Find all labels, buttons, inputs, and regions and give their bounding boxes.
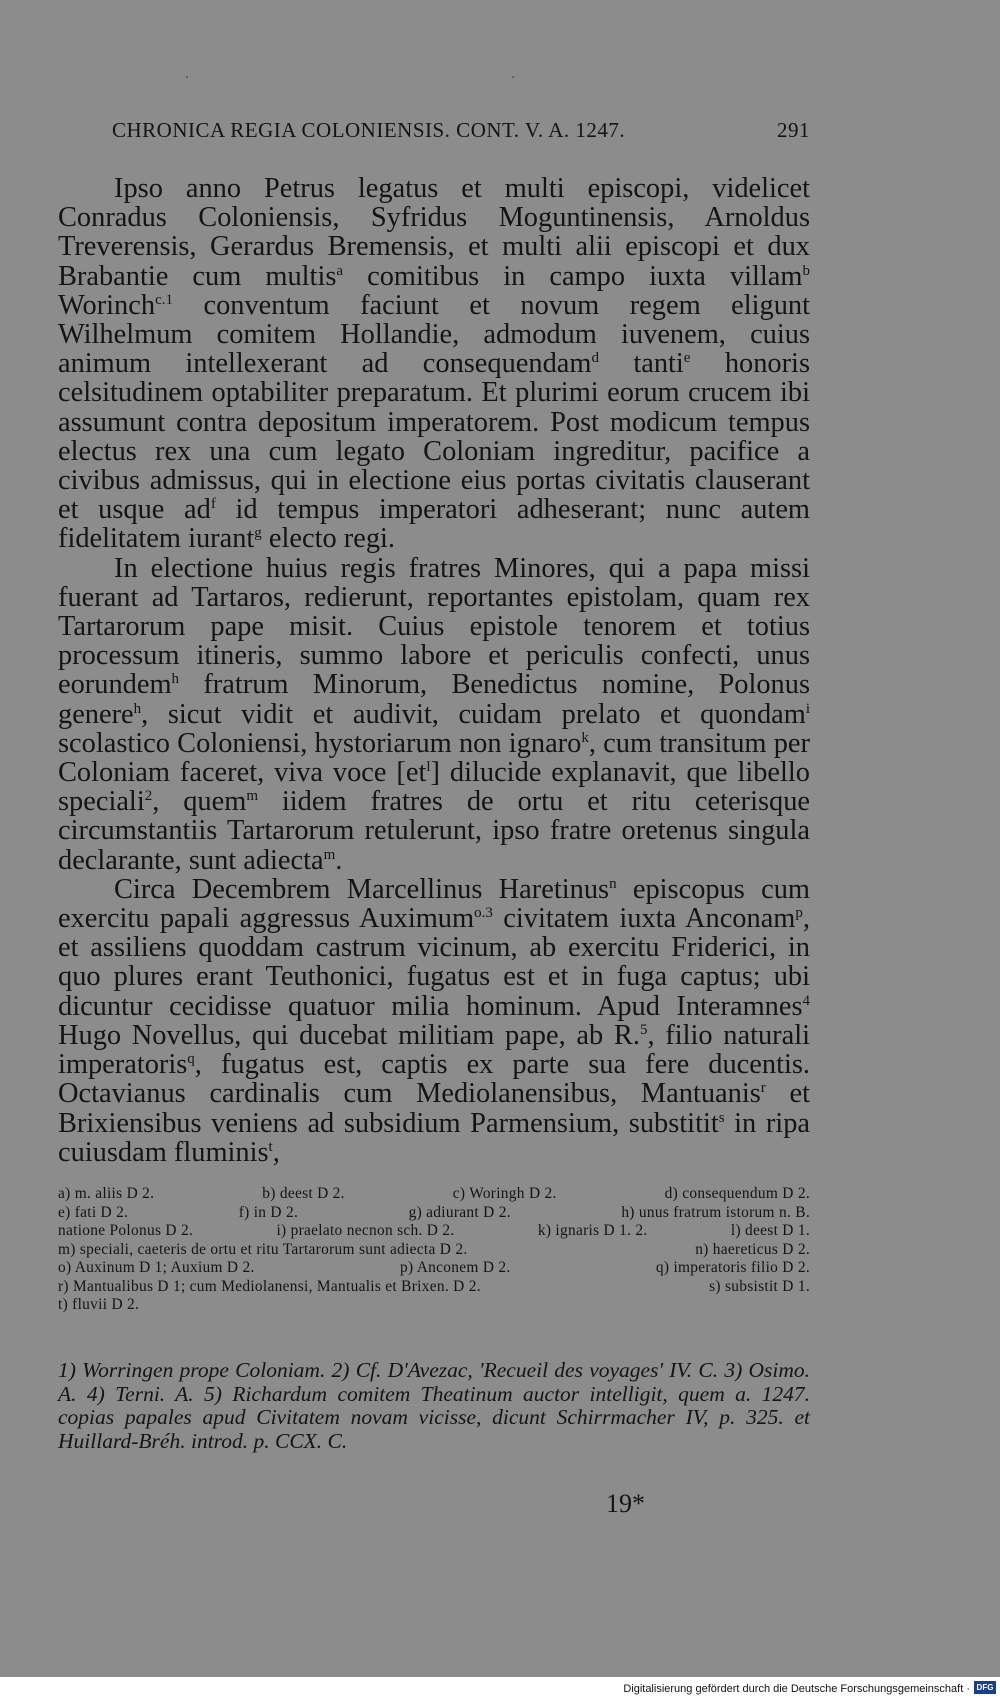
text-segment: scolastico Coloniensi, hystoriarum non ignaro [58, 727, 582, 759]
text-segment: Ipso anno Petrus legatus et multi episcopi, videlicet Conradus Coloniensis, Syfridus Moguntinensis, Arnoldus Treverensis, Gerardus Bremensis, et multi alii episcopi et dux Brabantie cum multis [58, 173, 810, 292]
text-segment: tanti [598, 348, 684, 380]
paragraph [58, 875, 810, 1167]
running-header [112, 118, 810, 143]
footnote-marker: r [760, 1080, 766, 1097]
paragraph [58, 554, 810, 875]
footnote-marker: c.1 [155, 291, 173, 308]
variant-entry: b) deest D 2. [262, 1185, 345, 1202]
footnote-marker: m [246, 788, 258, 805]
text-segment: Circa Decembrem Marcellinus Haretinus [114, 873, 610, 905]
text-segment: , filio naturali imperatoris [58, 1019, 810, 1081]
footnote-marker: d [591, 350, 599, 367]
text-segment: In electione huius regis fratres Minores, qui a papa missi fuerant ad Tartaros, redierunt, reportantes epistolam, quam rex Tartarorum pape misit. Cuius epistole tenorem et totius processum itineris, summo labore et periculis confecti, unus eorundem [58, 552, 810, 701]
footnote-marker: g [254, 525, 262, 542]
text-segment: , fugatus est, captis ex parte sua fere ducentis. Octavianus cardinalis cum Mediolanensibus, Mantuanis [58, 1049, 810, 1110]
footnote-marker: n [609, 875, 617, 892]
text-segment: honoris celsitudinem optabiliter preparatum. Et plurimi eorum crucem ibi assumunt contra depositum imperatorem. Post modicum tempus electus rex una cum legato Coloniam ingreditur, pacifice a civibus admissus, qui in electione eius portas civitatis clauserant et usque ad [58, 348, 810, 526]
main-text [58, 174, 810, 1167]
footnote-marker: i [805, 700, 810, 717]
dfg-logo-icon: DFG [974, 1681, 996, 1694]
footnote-marker: e [683, 350, 691, 367]
text-segment: . [335, 844, 343, 876]
footnote-marker: m [323, 846, 336, 863]
text-segment: in ripa cuiusdam fluminis [58, 1107, 810, 1168]
footnote-marker: h [133, 700, 142, 717]
text-segment: Hugo Novellus, qui ducebat militiam pape, ab R. [58, 1019, 640, 1051]
variant-line [58, 1185, 810, 1204]
footnote-marker: s [718, 1109, 725, 1126]
variant-apparatus [58, 1185, 810, 1315]
variant-line [58, 1241, 810, 1260]
text-segment: Worinch [58, 289, 156, 321]
signature-mark: 19* [606, 1489, 645, 1518]
variant-entry: k) ignaris D 1. 2. [537, 1222, 648, 1239]
footnote-marker: 5 [639, 1021, 648, 1038]
variant-entry: r) Mantualibus D 1; cum Mediolanensi, Mantualis et Brixen. D 2. [58, 1277, 481, 1295]
variant-entry: s) subsistit D 1. [709, 1277, 810, 1295]
text-segment: , cum transitum per Coloniam faceret, viva voce [et [58, 727, 810, 789]
text-segment: , [272, 1136, 280, 1168]
variant-entry: n) haereticus D 2. [695, 1240, 810, 1258]
digitization-footer [0, 1677, 1000, 1697]
text-segment: , sicut vidit et audivit, cuidam prelato et quondam [141, 698, 806, 730]
text-segment: conventum faciunt et novum regem eligunt Wilhelmum comitem Hollandie, admodum iuvenem, cuius animum intellexerant ad consequendam [58, 289, 810, 380]
editorial-notes: 1) Worringen prope Coloniam. 2) Cf. D'Avezac, 'Recueil des voyages' IV. C. 3) Osimo. A. 4) Terni. A. 5) Richardum comitem Theatinum auctor intelligit, quem a. 1247. copias papales apud Civitatem novam vicisse, dicunt Schirrmacher IV, p. 325. et Huillard-Bréh. introd. p. CCX. C. [58, 1358, 810, 1453]
footnote-marker: l [426, 759, 431, 776]
variant-entry: i) praelato necnon sch. D 2. [276, 1222, 455, 1239]
variant-line [58, 1259, 810, 1278]
text-segment: comitibus in campo iuxta villam [343, 260, 803, 292]
footnote-marker: h [171, 671, 180, 688]
running-title: CHRONICA REGIA COLONIENSIS. CONT. V. A. 1247. [112, 118, 626, 142]
footnote-marker: f [210, 496, 216, 513]
variant-entry: o) Auxinum D 1; Auxium D 2. [58, 1259, 255, 1276]
text-segment: episcopus cum exercitu papali aggressus Auximum [58, 873, 810, 935]
footnote-marker: k [581, 729, 589, 746]
variant-entry: p) Anconem D 2. [400, 1259, 511, 1276]
variant-entry: c) Woringh D 2. [452, 1185, 557, 1202]
footnote-marker: 2 [144, 788, 153, 805]
footnote-marker: q [187, 1051, 195, 1068]
variant-entry: q) imperatoris filio D 2. [655, 1259, 810, 1276]
variant-line [58, 1278, 810, 1297]
variant-entry: f) in D 2. [238, 1203, 299, 1221]
text-segment: , quem [152, 786, 247, 818]
footnote-marker: b [802, 262, 810, 279]
variant-entry: e) fati D 2. [58, 1203, 129, 1221]
footnote-marker: o.3 [474, 905, 493, 922]
variant-entry: natione Polonus D 2. [58, 1222, 194, 1239]
text-segment: fratrum Minorum, Benedictus nomine, Polonus genere [58, 669, 810, 730]
footnote-marker: a [336, 262, 344, 279]
footer-credit: Digitalisierung gefördert durch die Deutsche Forschungsgemeinschaft · [623, 1683, 970, 1695]
scan-speck [186, 76, 188, 78]
variant-entry: h) unus fratrum istorum n. B. [621, 1203, 810, 1221]
variant-entry: l) deest D 1. [730, 1222, 810, 1239]
variant-line [58, 1222, 810, 1241]
text-segment: , et assiliens quoddam castrum vicinum, ab exercitu Friderici, in quo plures erant Teuthonici, fugatus est et in fuga captus; ubi dicuntur cecidisse quatuor milia hominum. Apud Interamnes [58, 903, 810, 1022]
variant-line [58, 1296, 810, 1315]
variant-entry: t) fluvii D 2. [58, 1296, 140, 1313]
footnote-marker: p [795, 905, 803, 922]
text-segment: id tempus imperatori adheserant; nunc autem fidelitatem iurant [58, 494, 810, 555]
text-segment: et Brixiensibus veniens ad subsidium Parmensium, substitit [58, 1078, 810, 1139]
text-segment: ] dilucide explanavit, que libello speciali [58, 757, 810, 818]
footnote-marker: t [268, 1138, 273, 1155]
text-segment: iidem fratres de ortu et ritu ceterisque circumstantiis Tartarorum retulerunt, ipso fratre oretenus singula declarante, sunt adiecta [58, 786, 811, 876]
variant-entry: m) speciali, caeteris de ortu et ritu Tartarorum sunt adiecta D 2. [58, 1240, 468, 1258]
variant-line [58, 1204, 810, 1223]
scan-speck [512, 76, 514, 78]
variant-entry: d) consequendum D 2. [664, 1185, 810, 1202]
paragraph [58, 174, 810, 554]
text-segment: civitatem iuxta Anconam [492, 903, 796, 935]
variant-entry: a) m. aliis D 2. [58, 1185, 155, 1202]
variant-entry: g) adiurant D 2. [408, 1203, 511, 1221]
footnote-marker: 4 [802, 992, 810, 1009]
text-segment: electo regi. [261, 523, 396, 555]
page-number: 291 [777, 118, 810, 142]
